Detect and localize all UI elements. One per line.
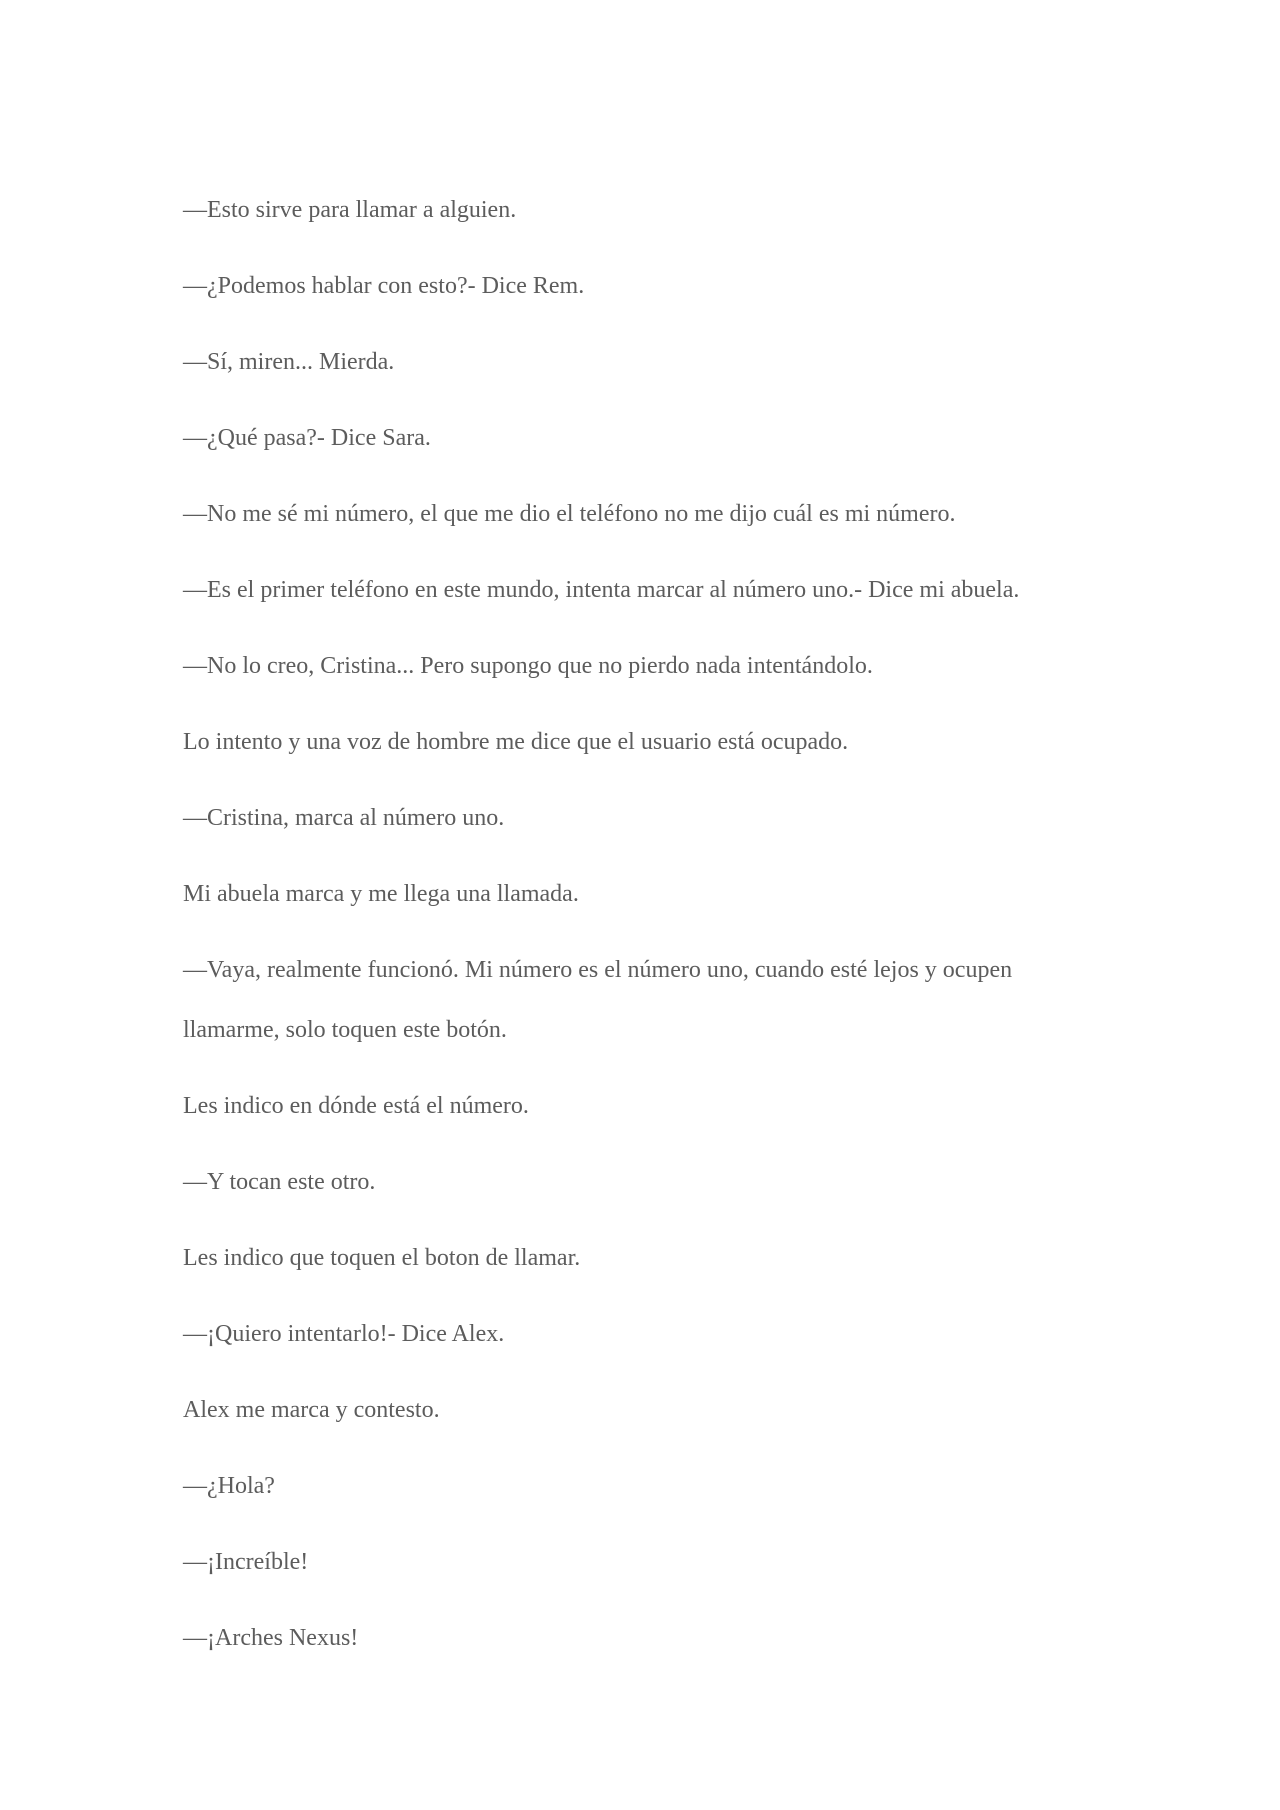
paragraph: —¿Qué pasa?- Dice Sara. [183, 425, 431, 451]
document-body [183, 180, 1103, 1684]
paragraph: Alex me marca y contesto. [183, 1397, 440, 1423]
paragraph: —Es el primer teléfono en este mundo, intenta marcar al número uno.- Dice mi abuela. [183, 577, 1020, 603]
paragraph: —¿Podemos hablar con esto?- Dice Rem. [183, 273, 585, 299]
paragraph: Lo intento y una voz de hombre me dice que el usuario está ocupado. [183, 729, 849, 755]
paragraph: —Esto sirve para llamar a alguien. [183, 197, 517, 223]
paragraph: Les indico que toquen el boton de llamar. [183, 1245, 581, 1271]
paragraph: —Cristina, marca al número uno. [183, 805, 505, 831]
paragraph: Mi abuela marca y me llega una llamada. [183, 881, 579, 907]
paragraph: Les indico en dónde está el número. [183, 1093, 529, 1119]
paragraph: —¡Increíble! [183, 1549, 309, 1575]
paragraph: —No me sé mi número, el que me dio el teléfono no me dijo cuál es mi número. [183, 501, 956, 527]
paragraph: —No lo creo, Cristina... Pero supongo que no pierdo nada intentándolo. [183, 653, 873, 679]
paragraph: —Y tocan este otro. [183, 1169, 376, 1195]
paragraph: —¡Arches Nexus! [183, 1625, 359, 1651]
paragraph: —¡Quiero intentarlo!- Dice Alex. [183, 1321, 505, 1347]
paragraph: —Sí, miren... Mierda. [183, 349, 395, 375]
paragraph: —¿Hola? [183, 1473, 275, 1499]
paragraph: —Vaya, realmente funcionó. Mi número es el número uno, cuando esté lejos y ocupen llamarme, solo toquen este botón. [183, 957, 1013, 1043]
